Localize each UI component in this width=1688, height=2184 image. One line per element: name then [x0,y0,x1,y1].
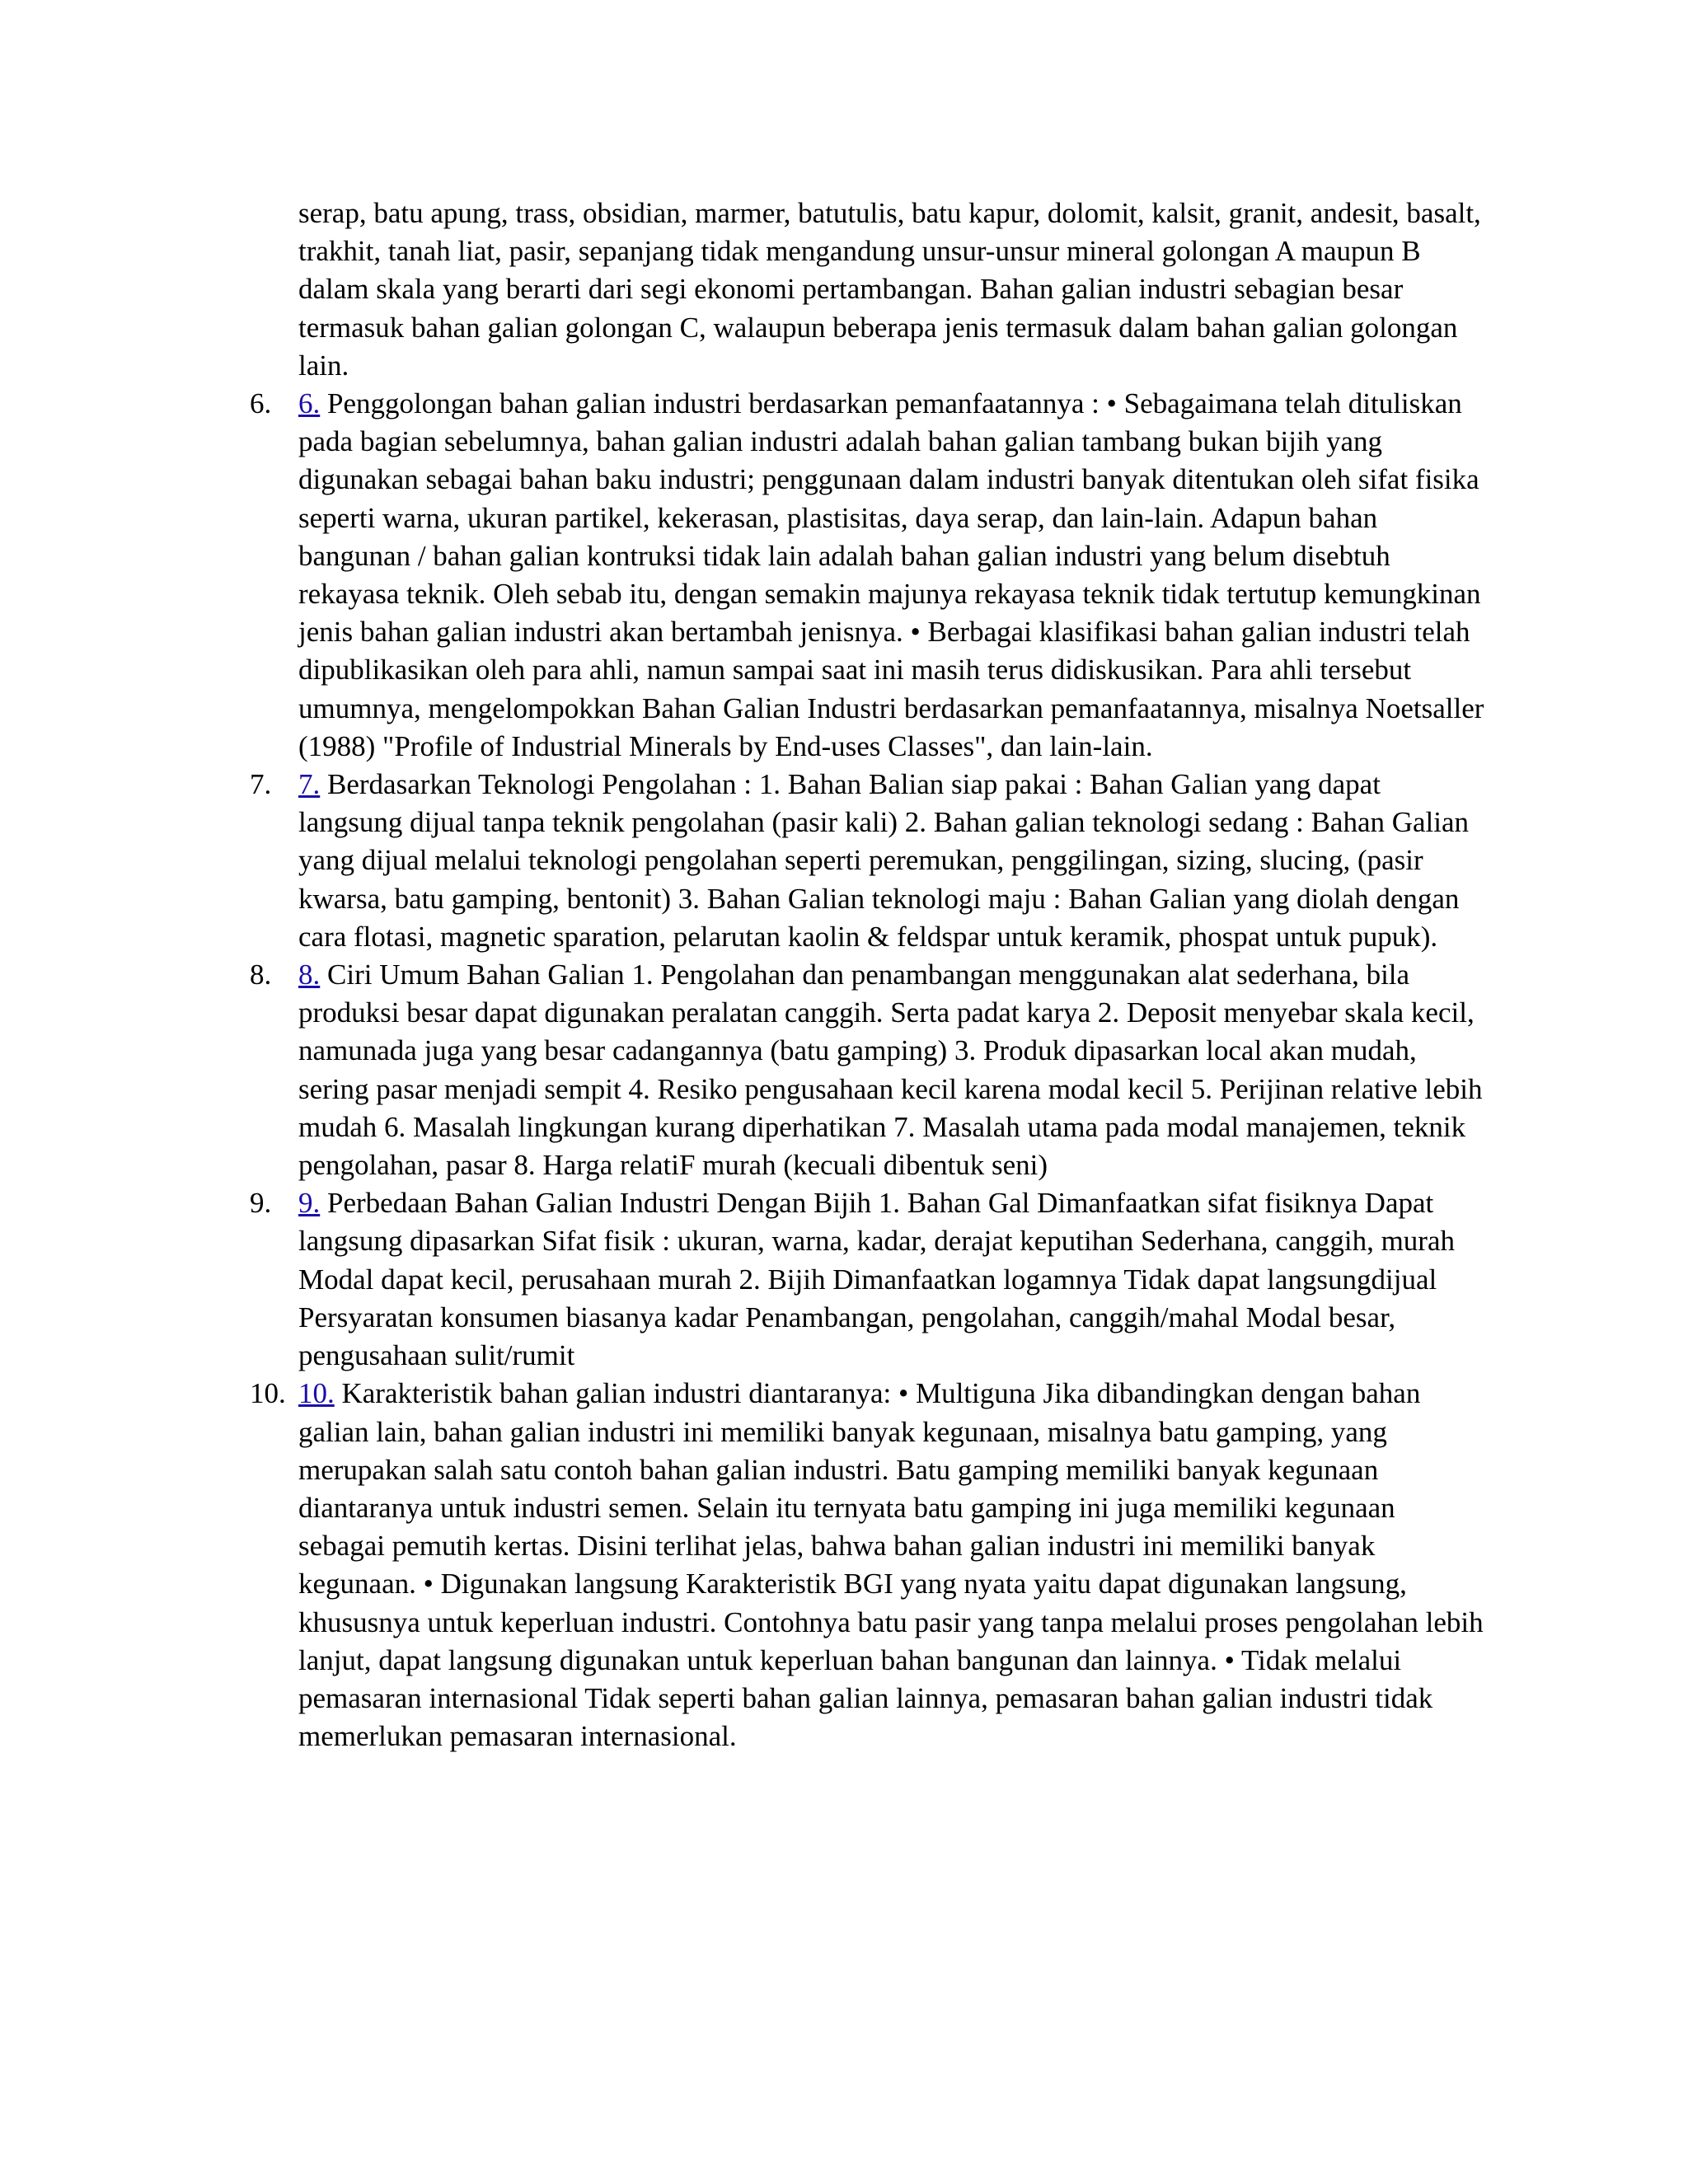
document-body [252,194,1489,1755]
list-item-text [298,766,1489,956]
item-9-link[interactable]: 9. [298,1187,321,1220]
list-item-10 [252,1375,1489,1755]
list-item-9 [252,1184,1489,1375]
list-number: 8. [250,958,272,991]
item-8-body: Ciri Umum Bahan Galian 1. Pengolahan dan penambangan menggunakan alat sederhana, bila produksi besar dapat digunakan peralatan canggih. Serta padat karya 2. Deposit menyebar skala kecil, namunada juga yang besar cadangannya (batu gamping) 3. Produk dipasarkan local akan mudah, sering pasar menjadi sempit 4. Resiko pengusahaan kecil karena modal kecil 5. Perijinan relative lebih mudah 6. Masalah lingkungan kurang diperhatikan 7. Masalah utama pada modal manajemen, teknik pengolahan, pasar 8. Harga relatiF murah (kecuali dibentuk seni) [298,958,1483,1182]
list-item-7 [252,766,1489,956]
intro-paragraph: serap, batu apung, trass, obsidian, marmer, batutulis, batu kapur, dolomit, kalsit, granit, andesit, basalt, trakhit, tanah liat, pasir, sepanjang tidak mengandung unsur-unsur mineral golongan A maupun B dalam skala yang berarti dari segi ekonomi pertambangan. Bahan galian industri sebagian besar termasuk bahan galian golongan C, walaupun beberapa jenis termasuk dalam bahan galian golongan lain. [298,197,1481,382]
item-9-body: Perbedaan Bahan Galian Industri Dengan Bijih 1. Bahan Gal Dimanfaatkan sifat fisiknya Dapat langsung dipasarkan Sifat fisik : ukuran, warna, kadar, derajat keputihan Sederhana, canggih, murah Modal dapat kecil, perusahaan murah 2. Bijih Dimanfaatkan logamnya Tidak dapat langsungdijual Persyaratan konsumen biasanya kadar Penambangan, pengolahan, canggih/mahal Modal besar, pengusahaan sulit/rumit [298,1187,1455,1372]
item-8-link[interactable]: 8. [298,958,321,991]
list-item-text [298,1375,1489,1755]
item-10-link[interactable]: 10. [298,1377,335,1410]
item-6-body: Penggolongan bahan galian industri berdasarkan pemanfaatannya : • Sebagaimana telah dituliskan pada bagian sebelumnya, bahan galian industri adalah bahan galian tambang bukan bijih yang digunakan sebagai bahan baku industri; penggunaan dalam industri banyak ditentukan oleh sifat fisika seperti warna, ukuran partikel, kekerasan, plastisitas, daya serap, dan lain-lain. Adapun bahan bangunan / bahan galian kontruksi tidak lain adalah bahan galian industri yang belum disebtuh rekayasa teknik. Oleh sebab itu, dengan semakin majunya rekayasa teknik tidak tertutup kemungkinan jenis bahan galian industri akan bertambah jenisnya. • Berbagai klasifikasi bahan galian industri telah dipublikasikan oleh para ahli, namun sampai saat ini masih terus didiskusikan. Para ahli tersebut umumnya, mengelompokkan Bahan Galian Industri berdasarkan pemanfaatannya, misalnya Noetsaller (1988) "Profile of Industrial Minerals by End-uses Classes", dan lain-lain. [298,387,1484,762]
item-6-link[interactable]: 6. [298,387,321,420]
list-item-6 [252,385,1489,766]
list-item-text [298,385,1489,766]
item-7-body: Berdasarkan Teknologi Pengolahan : 1. Bahan Balian siap pakai : Bahan Galian yang dapat langsung dijual tanpa teknik pengolahan (pasir kali) 2. Bahan galian teknologi sedang : Bahan Galian yang dijual melalui teknologi pengolahan seperti peremukan, penggilingan, sizing, slucing, (pasir kwarsa, batu gamping, bentonit) 3. Bahan Galian teknologi maju : Bahan Galian yang diolah dengan cara flotasi, magnetic sparation, pelarutan kaolin & feldspar untuk keramik, phospat untuk pupuk). [298,768,1470,953]
list-number: 10. [250,1377,286,1410]
list-number: 6. [250,387,272,420]
item-7-link[interactable]: 7. [298,768,321,801]
list-number: 7. [250,768,272,801]
list-item-8 [252,956,1489,1184]
list-item-text [298,956,1489,1184]
item-10-body: Karakteristik bahan galian industri diantaranya: • Multiguna Jika dibandingkan dengan bahan galian lain, bahan galian industri ini memiliki banyak kegunaan, misalnya batu gamping, yang merupakan salah satu contoh bahan galian industri. Batu gamping memiliki banyak kegunaan diantaranya untuk industri semen. Selain itu ternyata batu gamping ini juga memiliki kegunaan sebagai pemutih kertas. Disini terlihat jelas, bahwa bahan galian industri ini memiliki banyak kegunaan. • Digunakan langsung Karakteristik BGI yang nyata yaitu dapat digunakan langsung, khususnya untuk keperluan industri. Contohnya batu pasir yang tanpa melalui proses pengolahan lebih lanjut, dapat langsung digunakan untuk keperluan bahan bangunan dan lainnya. • Tidak melalui pemasaran internasional Tidak seperti bahan galian lainnya, pemasaran bahan galian industri tidak memerlukan pemasaran internasional. [298,1377,1484,1753]
list-item-text [298,1184,1489,1375]
list-number: 9. [250,1187,272,1220]
